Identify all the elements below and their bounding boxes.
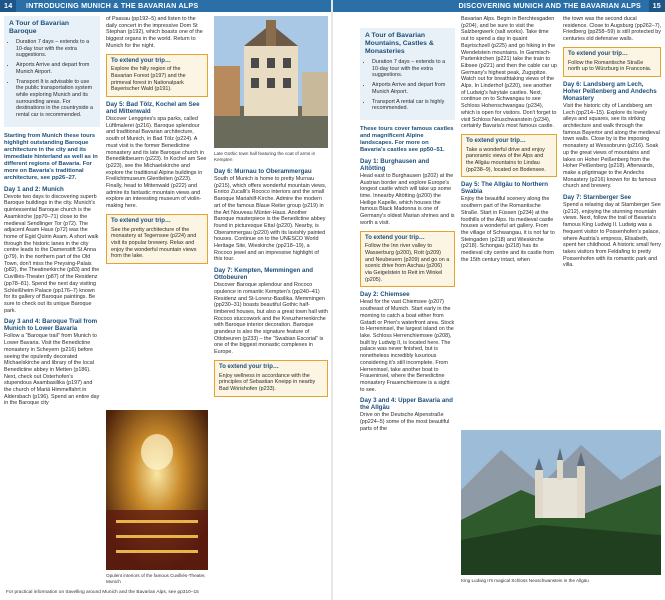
day-text: Devote two days to discovering superb Baroque buildings in the city. Munich's quintessential Baroque church is the Asamkirche (pp70–71) close to the medieval Sendlinger Tor (p72). The adjacent Asam Haus (p72) was the home of Egid Quirin Asam. A short walk through the historic lanes in the city centre leads to the Damenstift St Anna (p79). In the northern part of the Old Town, don't miss the Preysing-Palais (p82), the Theatinerkirche (p83) and the Cuvilliés-Theater (p87) of the Residenz (pp78–81). Spend the next day visiting Schleißheim Palace (pp176–7) known for its gallery of Baroque paintings. Be sure to check out its unique Baroque park. [4,193,100,314]
day-text: Spend a relaxing day at Starnberger See (p212), enjoying the stunning mountain views. Next, follow the trail of Bavaria's famous King Ludwig II. Ludwig was a frequent visitor to Possenhofen's palace, where Austria's empress, Elisabeth, spent her childhood. A historic small ferry takes visitors from Feldafing to pretty Possenhofen with its romantic park and villa. [563,202,661,269]
extend-title: To extend your trip… [111,217,171,224]
day-text: Enjoy the beautiful scenery along the southern part of the Romantische Straße. Start in Füssen (p234) at the foothills of the Alps. Its medieval castle houses a wonderful art gallery. From the village of Schwangau, it is not far to Steingaden (p218) and Wieskirche (p218). Schongau (p218) has its medieval city centre and its castle from the 15th century intact, when [461,196,555,263]
extend-trip-box [461,134,557,178]
tour-bullet: • Duration 7 days – extends to a 10-day tour with the extra suggestions. [16,39,95,59]
left-page-header [0,0,332,12]
tour-intro: Starting from Munich these tours highlight outstanding Baroque architecture in the city and its immediate hinterland as well as in different regions of Bavaria. For more on Bavaria's traditional architecture, see pp26–27. [4,132,98,181]
day-heading: Day 1: Burghausen and Altötting [360,157,430,172]
day-heading: Day 7: Kempten, Memmingen and Ottobeuren [214,267,314,282]
right-page [333,0,665,600]
extend-title: To extend your trip… [568,50,628,57]
extend-text: Enjoy wellness in accordance with the principles of Sebastian Kneipp in nearby Bad Wörishofen (p233). [219,372,316,392]
day-text: Bavarian Alps. Begin in Berchtesgaden (p204), and be sure to visit the Salzbergwerk (salt works). Take time out to spend a day in quaint Bayrischzell (p225) and go hiking in the Wendelstein mountains. In Garmisch-Partenkirchen (p221) take the train to Eibsee (p221) and then the cable car up Germany's highest peak, Zugspitze. Watch out for breathtaking views of the Alps. In Linderhof (p220), see another of Ludwig's fairytale castles. Next, continue on to Schwangau to see Schloss Hohenschwangau (p234), which is open for visitors. Don't forget to visit Schloss Neuschwanstein (p234), certainly Bavaria's most famous castle. [461,16,557,130]
tour-bullet: • Airports Arrive and depart from Munich Airport. [372,82,450,95]
extend-trip-box [106,54,208,98]
left-column-3 [214,164,328,401]
left-column-2 [106,16,208,268]
day-heading: Day 2: Chiemsee [360,291,410,299]
tour-box [360,28,455,120]
extend-text: Explore the hilly region of the Bavarian Forest (p197) and the primeval forest in Nationalpark Bayerischer Wald (p191). [111,66,186,93]
extend-text: See the pretty architecture of the monastery at Tegernsee (p224) and visit its popular brewery. Relax and enjoy the wonderful mountain views from the lake. [111,226,197,260]
day-text: of Passau (pp192–5) and listen to the daily concert in the impressive Dom St Stephan (p192), which boasts one of the biggest organs in the world. Return to Munich for the night. [106,16,203,49]
tour-box [4,16,100,127]
day-heading: Day 7: Starnberger See [563,194,632,202]
extend-title: To extend your trip… [466,137,526,144]
right-column-2 [461,16,557,267]
tour-title: A Tour of Bavarian Baroque [9,20,70,35]
day-text: the town was the second ducal residence. Close to Augsburg (pp262–7), Friedberg (pp258–59) is still protected by centuries old defensive walls. [563,16,661,43]
right-column-3 [563,16,661,272]
tour-bullet: • Transport A rental car is highly recommended. [372,99,450,112]
running-header: DISCOVERING MUNICH AND THE BAVARIAN ALPS [458,1,641,10]
day-heading: Day 1 and 2: Munich [4,185,64,193]
day-heading: Day 6: Landsberg am Lech, Hoher Peißenberg and Andechs Monastery [563,80,657,102]
left-column-1 [4,16,100,410]
extend-text: Follow the Inn river valley to Wasserburg (p200), Rott (p209) and Neubeuern (p209) and go on a scenic drive from Aschau (p206) via Geigelstein to Reit im Winkel (p205). [365,243,450,283]
page-footer: For practical information on travelling around Munich and the Bavarian Alps, see pp310–15 [6,590,199,595]
day-text: Visit the historic city of Landsberg am Lech (pp214–15). Explore its lovely alleys and squares, see its striking architecture and walk through the famous Bayertor and along the medieval town walls. Close by is the imposing monastery at Wessobrunn (p216). Soak up the great views of mountains and lakes on Hoher Peißenberg from the Hoher Peißenberg (p218). Afterwards, make a pilgrimage to the Andechs Monastery (p216) known for its famous church and brewery. [563,102,660,190]
right-column-1 [360,28,455,435]
day-text: Drive on the Deutsche Alpenstraße (pp224–5) some of the most beautiful parts of the [360,412,450,432]
page-number: 14 [0,0,16,12]
tour-title: A Tour of Bavarian Mountains, Castles & Monasteries [365,32,434,55]
theater-interior-photo [106,410,208,570]
day-text: Head for the vast Chiemsee (p207) southeast of Munich. Start early in the morning to catch a boat either from Gstadt or Prien's waterfront area. Stock to Herreninsel, the largest island on the lake. Schloss Herrenchiemsee (p208), built by Ludwig II, is located here. The palace was never finished, but is nonetheless incredibly luxurious considering it's still incomplete. From Herreninsel, take another boat to Fraueninsel, where the Benedictine monastery Frauenchiemsee is a sight to see. [360,299,455,393]
day-text: Head east to Burghausen (p202) at the Austrian border and explore Europe's longest castle which will take up some time. Innearby Altötting (p200) the Heilige Kapelle, which houses the famous Black Madonna is one of Germany's oldest Marian shrines and is worth a visit. [360,172,455,226]
page-number: 15 [649,0,665,12]
extend-text: Take a wonderful drive and enjoy panoramic views of the Alps and the Allgäu mountains to Lindau (pp238–9), located on Bodensee. [466,146,546,173]
day-text: Discover Baroque splendour and Rococo opulence in romantic Kempten's (pp240–41) Residenz and St-Lorenz-Basilika. Memmingen (pp230–31) boasts beautiful Gothic half-timbered houses, but also a great town hall with Rococo stuccowork and the Kreuzherrenkirche with Baroque interior decoration. Baroque grandeur is also the signature feature of Ottobeuren (p233) – the “Swabian Escorial” is one of the biggest monastic complexes in Europe. [214,282,328,356]
kempten-town-hall-photo [214,16,328,148]
tour-bullet: • Airports Arrive and depart from Munich Airport. [16,62,95,75]
day-text: South of Munich is home to pretty Murnau (p215), which offers wonderful mountain views, Enrico Zucalli's Rococo interiors and the small Baroque Mariahilf-Kirche. Admire the modern art of the famous Blaue Reiter group (p219) in the Art Nouveau Münter-Haus. Another Baroque masterpiece is the Benedictine abbey found in picturesque Ettal (p220). Nearby, is Oberammergau (p220) with its lavishly painted houses. Continue on to the UNESCO World Heritage Site, Wieskirche (pp218–19), a Rococo jewel and an impressive highlight of this tour. [214,176,327,263]
day-heading: Day 3 and 4: Baroque Trail from Munich to Lower Bavaria [4,318,98,333]
extend-title: To extend your trip… [219,363,279,370]
day-heading: Day 6: Murnau to Oberammergau [214,168,312,175]
photo-caption: Opulent interiors of the famous Cuvilliés-Theater, Munich [106,573,206,584]
photo-caption: King Ludwig II's magical Schloss Neuschwanstein in the Allgäu [461,578,589,583]
day-heading: Day 5: Bad Tölz, Kochel am See and Mittenwald [106,101,200,116]
day-heading: Day 5: The Allgäu to Northern Swabia [461,181,549,196]
extend-title: To extend your trip… [365,234,425,241]
extend-trip-box [360,231,455,288]
extend-text: Follow the Romantische Straße north up to Würzburg in Franconia. [568,59,652,73]
running-header: INTRODUCING MUNICH & THE BAVARIAN ALPS [26,1,199,10]
tour-bullet: • Duration 7 days – extends to a 10-day tour with the extra suggestions. [372,59,450,79]
neuschwanstein-photo [461,430,661,575]
tour-bullet: • Transport It is advisable to use the public transportation system while exploring Munich and its surrounding areas. For destinations in the countryside a rental car is recommended. [16,79,95,119]
extend-trip-box [563,47,661,77]
extend-trip-box [214,360,328,397]
day-text: Follow a “Baroque trail” from Munich to Lower Bavaria. Visit the Benedictine monastery in Scheyern (p216) before seeing the opulently decorated Michaelskirche and library of the local Benedictine abbey in Metten (p186). Next, check out Osterhofen's stupendous Asambasilika (p197) and the church of Mariä Himmelfahrt in Aldersbach (p196). Spend an entire day in the Baroque city [4,333,100,407]
extend-title: To extend your trip… [111,57,171,64]
extend-trip-box [106,214,208,264]
tour-bullets [365,59,450,112]
right-page-header [333,0,665,12]
day-heading: Day 3 and 4: Upper Bavaria and the Allgäu [360,397,453,412]
tour-intro: These tours cover famous castles and magnificent Alpine landscapes. For more on Bavaria's castles see pp50–51. [360,125,454,153]
photo-caption: Late Gothic town hall featuring the coat of arms in Kempten [214,151,316,162]
day-text: Discover Lenggries's spa parks, called Lüftlmalerei (p216). Baroque splendour and traditional Bavarian architecture, south of Munich, in Bad Tölz (p224). A must visit is the former Benedictine monastery and its late Baroque church in Benediktbeuern (p223). In Kochel am See (p223), see the Michaelskirche and explore the traditional Alpine buildings in Freilichtmuseum Glentleiten (p223). Finally, head to Mittenwald (p222) and admire its fantastic mountain views and explore an interesting museum of violin-making here. [106,116,207,210]
left-page [0,0,332,600]
tour-bullets [9,39,95,119]
